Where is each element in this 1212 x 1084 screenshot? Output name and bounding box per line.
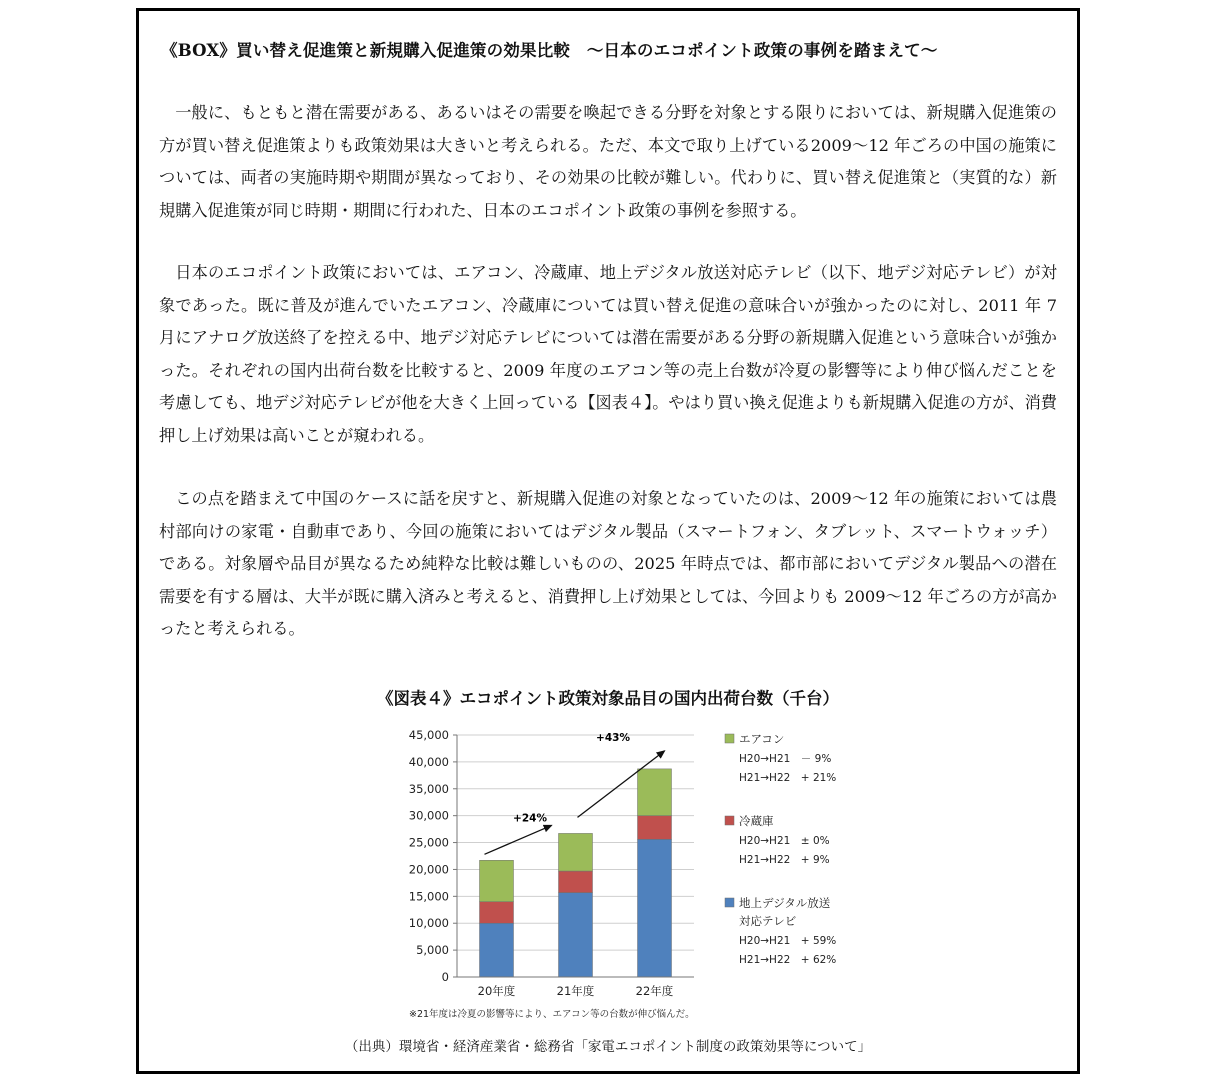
x-tick-label: 22年度 [635, 984, 674, 998]
legend-change: H20→H21 + 59% [739, 935, 837, 947]
legend-change: H21→H22 + 9% [739, 854, 830, 866]
y-tick-label: 10,000 [408, 916, 449, 931]
legend-swatch [725, 734, 734, 743]
y-tick-label: 30,000 [408, 808, 449, 823]
x-tick-label: 21年度 [556, 984, 595, 998]
shipments-chart [379, 711, 849, 1023]
bar-segment [638, 816, 672, 840]
legend-label: 冷蔵庫 [739, 814, 774, 828]
bar-segment [559, 893, 593, 977]
bar-segment [638, 839, 672, 977]
bar-segment [480, 923, 514, 977]
y-tick-label: 45,000 [408, 728, 449, 742]
legend-change: H21→H22 + 21% [739, 772, 837, 784]
box-frame [136, 8, 1080, 1074]
y-tick-label: 0 [441, 970, 449, 984]
paragraph-2: 日本のエコポイント政策においては、エアコン、冷蔵庫、地上デジタル放送対応テレビ（以下、地デジ対応テレビ）が対象であった。既に普及が進んでいたエアコン、冷蔵庫については買い替え促進の意味合いが強かったのに対し、2011 年 7 月にアナログ放送終了を控える中、地デジ対応テレビについては潜在需要がある分野の新規購入促進という意味合いが強かった。それぞれの国内出荷台数を比較すると、2009 年度のエアコン等の売上台数が冷夏の影響等により伸び悩んだことを考慮しても、地デジ対応テレビが他を大きく上回っている【図表４】。やはり買い換え促進よりも新規購入促進の方が、消費押し上げ効果は高いことが窺われる。 [159, 263, 1057, 445]
legend-label: エアコン [739, 732, 785, 746]
legend-change: H20→H21 ± 0% [739, 835, 830, 847]
y-tick-label: 25,000 [408, 835, 449, 850]
legend-label: 地上デジタル放送 [739, 896, 831, 910]
bar-segment [480, 860, 514, 901]
paragraph-3: この点を踏まえて中国のケースに話を戻すと、新規購入促進の対象となっていたのは、2009〜12 年の施策においては農村部向けの家電・自動車であり、今回の施策においてはデジタル製品（スマートフォン、タブレット、スマートウォッチ）である。対象層や品目が異なるため純粋な比較は難しいものの、2025 年時点では、都市部においてデジタル製品への潜在需要を有する層は、大半が既に購入済みと考えると、消費押し上げ効果としては、今回よりも 2009〜12 年ごろの方が高かったと考えられる。 [159, 489, 1057, 638]
growth-label-1: +24% [513, 812, 547, 825]
bar-segment [480, 902, 514, 924]
y-tick-label: 15,000 [408, 889, 449, 904]
paragraph-1: 一般に、もともと潜在需要がある、あるいはその需要を喚起できる分野を対象とする限りにおいては、新規購入促進策の方が買い替え促進策よりも政策効果は大きいと考えられる。ただ、本文で取り上げている2009〜12 年ごろの中国の施策については、両者の実施時期や期間が異なっており、その効果の比較が難しい。代わりに、買い替え促進策と（実質的な）新規購入促進策が同じ時期・期間に行われた、日本のエコポイント政策の事例を参照する。 [159, 103, 1057, 220]
growth-label-2: +43% [596, 731, 630, 744]
y-tick-label: 35,000 [408, 781, 449, 796]
bar-segment [559, 833, 593, 871]
y-tick-label: 5,000 [416, 943, 449, 958]
legend-label: 対応テレビ [739, 914, 797, 928]
y-tick-label: 20,000 [408, 862, 449, 877]
x-tick-label: 20年度 [477, 984, 516, 998]
legend-swatch [725, 898, 734, 907]
chart-note: ※21年度は冷夏の影響等により、エアコン等の台数が伸び悩んだ。 [409, 1009, 695, 1020]
source-citation: （出典）環境省・経済産業省・総務省「家電エコポイント制度の政策効果等について」 [344, 1039, 872, 1055]
legend-change: H20→H21 － 9% [739, 753, 832, 765]
box-title: 《BOX》買い替え促進策と新規購入促進策の効果比較 〜日本のエコポイント政策の事例を踏まえて〜 [161, 41, 938, 60]
bar-segment [638, 769, 672, 816]
legend-swatch [725, 816, 734, 825]
y-tick-label: 40,000 [408, 754, 449, 769]
bar-segment [559, 871, 593, 893]
legend-change: H21→H22 + 62% [739, 954, 837, 966]
growth-arrow-1 [485, 825, 552, 854]
figure-title: 《図表４》エコポイント政策対象品目の国内出荷台数（千台） [377, 689, 839, 708]
